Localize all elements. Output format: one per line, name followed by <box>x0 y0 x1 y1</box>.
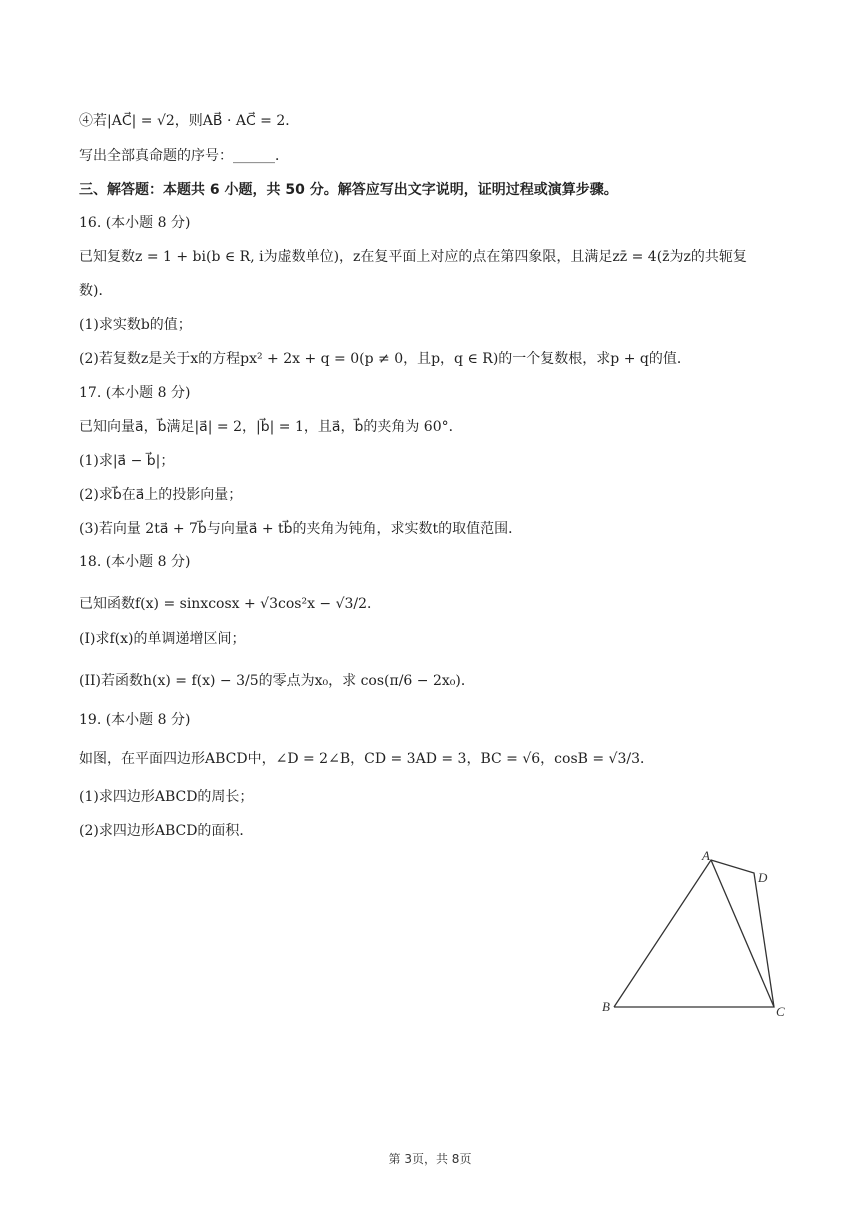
q18-part1: (I)求f(x)的单调递增区间； <box>79 631 246 647</box>
vertex-label-d: D <box>758 870 768 885</box>
line-fill-blank: 写出全部真命题的序号：______． <box>79 148 289 164</box>
q18-stem: 已知函数f(x) = sinxcosx + √3cos²x − √3/2． <box>79 596 382 612</box>
section-heading: 三、解答题：本题共 6 小题，共 50 分。解答应写出文字说明，证明过程或演算步骤。 <box>79 182 618 198</box>
q18-title: 18. (本小题 8 分) <box>79 554 191 570</box>
q17-stem: 已知向量a⃗，b⃗满足|a⃗| = 2，|b⃗| = 1，且a⃗，b⃗的夹角为 60°． <box>79 419 463 435</box>
vertex-label-c: C <box>776 1004 785 1019</box>
q17-part1: (1)求|a⃗ − b⃗|； <box>79 453 175 469</box>
quadrilateral-figure <box>596 848 796 1023</box>
quadrilateral-outline <box>614 860 774 1007</box>
page-footer: 第 3页，共 8页 <box>388 1152 472 1166</box>
q17-part3: (3)若向量 2ta⃗ + 7b⃗与向量a⃗ + tb⃗的夹角为钝角，求实数t的取值范围． <box>79 521 523 537</box>
line-statement-4: ④若|AC⃗| = √2，则AB⃗ · AC⃗ = 2． <box>79 113 300 129</box>
q18-part2: (II)若函数h(x) = f(x) − 3/5的零点为x₀，求 cos(π/6 − 2x₀)． <box>79 673 475 689</box>
vertex-label-b: B <box>602 999 610 1014</box>
q19-part2: (2)求四边形ABCD的面积． <box>79 823 254 839</box>
q16-stem: 已知复数z = 1 + bi(b ∈ R, i为虚数单位)，z在复平面上对应的点在第四象限，且满足zz̄ = 4(z̄为z的共轭复 <box>79 249 747 265</box>
q17-title: 17. (本小题 8 分) <box>79 385 191 401</box>
q17-part2: (2)求b⃗在a⃗上的投影向量； <box>79 487 243 503</box>
q19-stem: 如图，在平面四边形ABCD中，∠D = 2∠B，CD = 3AD = 3，BC = √6，cosB = √3/3． <box>79 751 654 767</box>
q16-part2: (2)若复数z是关于x的方程px² + 2x + q = 0(p ≠ 0，且p，q ∈ R)的一个复数根，求p + q的值． <box>79 351 691 367</box>
vertex-label-a: A <box>702 848 710 863</box>
q16-title: 16. (本小题 8 分) <box>79 215 191 231</box>
q16-stem-cont: 数)． <box>79 283 113 299</box>
q19-title: 19. (本小题 8 分) <box>79 712 191 728</box>
q16-part1: (1)求实数b的值； <box>79 317 192 333</box>
q19-part1: (1)求四边形ABCD的周长； <box>79 789 254 805</box>
